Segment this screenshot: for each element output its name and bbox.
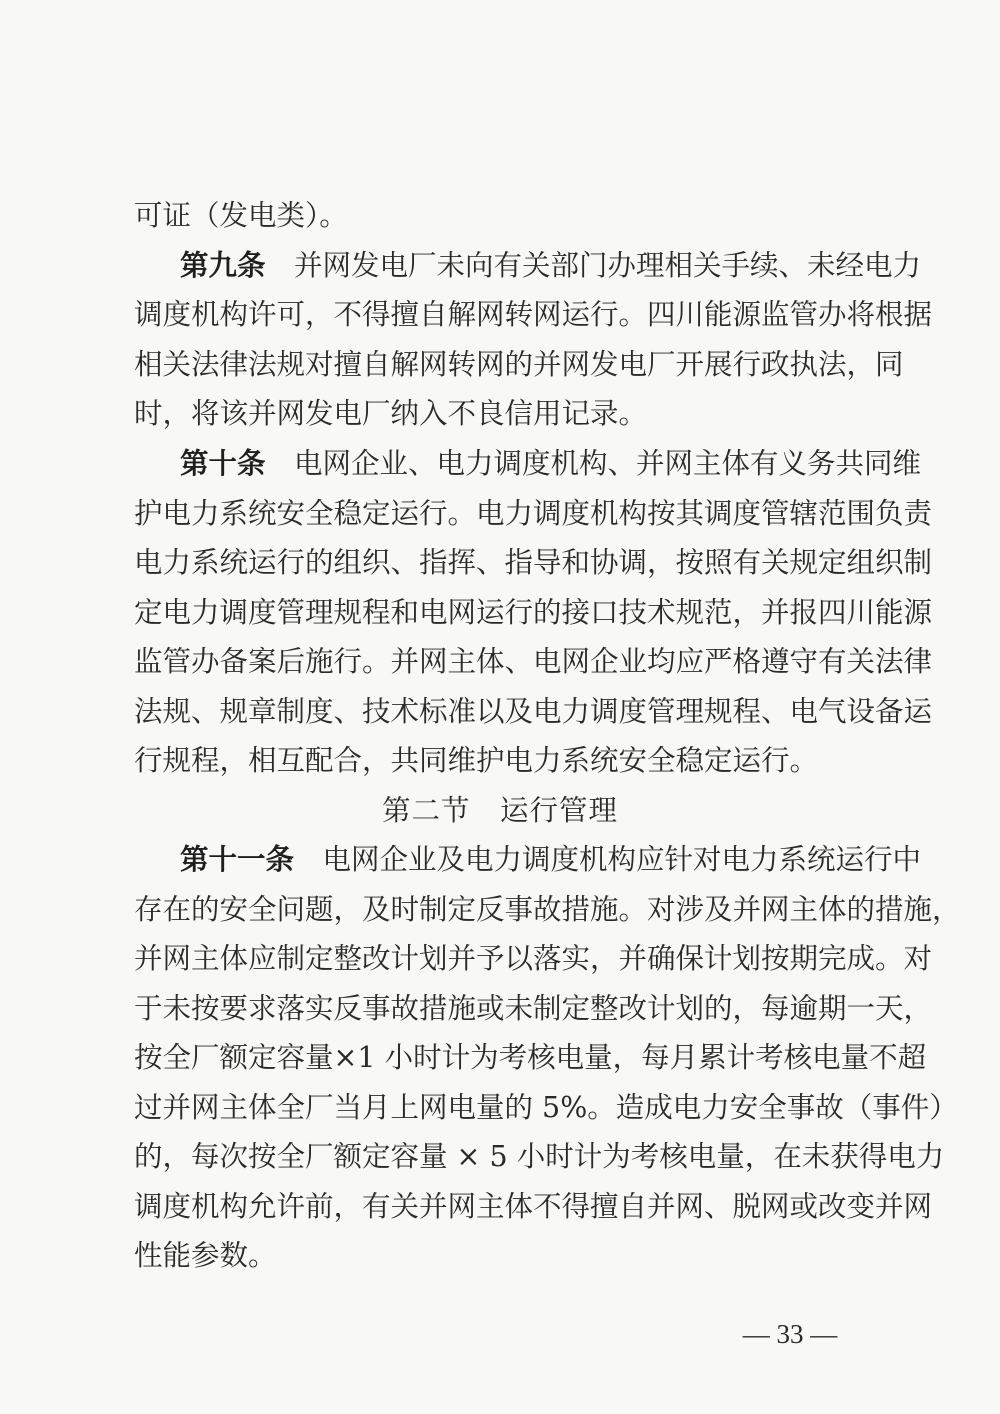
section-heading: 第二节 运行管理: [381, 794, 618, 827]
text-line: 可证（发电类）。: [134, 199, 348, 232]
text-line: 护电力系统安全稳定运行。电力调度机构按其调度管辖范围负责: [134, 497, 933, 530]
text-line: 定电力调度管理规程和电网运行的接口技术规范，并报四川能源: [134, 596, 933, 629]
text-line: 行规程，相互配合，共同维护电力系统安全稳定运行。: [134, 744, 819, 777]
text-line: 并网主体应制定整改计划并予以落实，并确保计划按期完成。对: [134, 942, 933, 975]
text-line: 按全厂额定容量×1 小时计为考核电量，每月累计考核电量不超: [134, 1041, 927, 1074]
text-line: 性能参数。: [134, 1239, 277, 1272]
text-line: 过并网主体全厂当月上网电量的 5%。造成电力安全事故（事件）: [134, 1091, 958, 1124]
text-line: 的，每次按全厂额定容量 × 5 小时计为考核电量，在未获得电力: [134, 1140, 945, 1173]
text-line: 相关法律法规对擅自解网转网的并网发电厂开展行政执法，同: [134, 348, 904, 381]
text-line: 调度机构允许前，有关并网主体不得擅自并网、脱网或改变并网: [134, 1190, 933, 1223]
text-line: 电力系统运行的组织、指挥、指导和协调，按照有关规定组织制: [134, 546, 933, 579]
article-9-first-line: 第九条 并网发电厂未向有关部门办理相关手续、未经电力: [180, 249, 922, 282]
text-line: 存在的安全问题，及时制定反事故措施。对涉及并网主体的措施，: [134, 893, 961, 926]
text-line: 调度机构许可，不得擅自解网转网运行。四川能源监管办将根据: [134, 298, 933, 331]
article-10-first-line: 第十条 电网企业、电力调度机构、并网主体有义务共同维: [180, 447, 922, 480]
article-11-label: 第十一条: [180, 843, 295, 876]
article-9-label: 第九条: [180, 249, 266, 282]
text-line: 法规、规章制度、技术标准以及电力调度管理规程、电气设备运: [134, 695, 933, 728]
text-line: 时，将该并网发电厂纳入不良信用记录。: [134, 397, 648, 430]
article-10-label: 第十条: [180, 447, 266, 480]
text-line: 监管办备案后施行。并网主体、电网企业均应严格遵守有关法律: [134, 645, 933, 678]
text-line: 于未按要求落实反事故措施或未制定整改计划的，每逾期一天，: [134, 992, 933, 1025]
article-11-first-line: 第十一条 电网企业及电力调度机构应针对电力系统运行中: [180, 843, 922, 876]
page-number: — 33 —: [742, 1319, 838, 1349]
